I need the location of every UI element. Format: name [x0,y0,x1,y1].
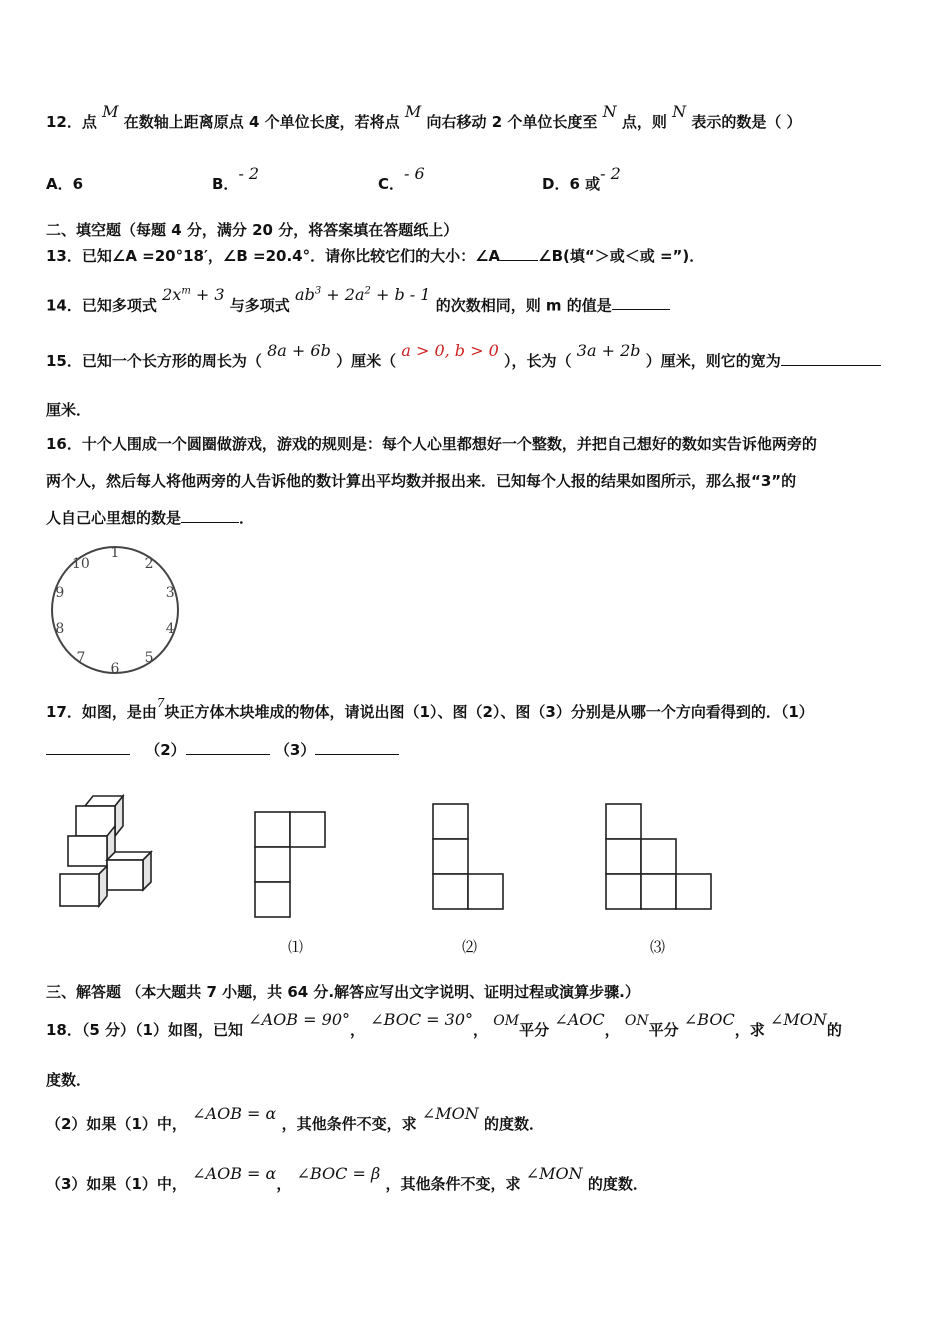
question-17-answers: （2） （3） [46,740,399,760]
question-13: 13．已知∠A =20°18′，∠B =20.4°．请你比较它们的大小：∠A ∠B(填“＞或＜或 =”)． [46,247,705,265]
option-c: C．- 6 [378,164,425,193]
question-14: 14．已知多项式 $2x^m + 3$ 与多项式 $ab^3 + 2a^2 + b - 1$ 的次数相同，则 m 的值是 [46,292,670,315]
view-3-caption: ⑶ [650,938,666,956]
circle-number: 10 [71,556,90,573]
circle-number: 6 [110,661,120,677]
question-18-line-2: 度数． [46,1071,92,1089]
condition-red: a > 0, b > 0 [401,341,499,360]
question-16-line-1: 16．十个人围成一个圆圈做游戏，游戏的规则是：每个人心里都想好一个整数，并把自己想好的数如实告诉他两旁的 [46,435,817,453]
answer-blank [315,740,399,755]
view-2-figure [428,800,508,912]
var-n: N [602,102,617,121]
option-d: D．6 或- 2 [542,164,621,193]
view-1-figure [250,808,330,920]
cube-stack-figure [55,790,160,920]
section-2-heading: 二、填空题（每题 4 分，满分 20 分，将答案填在答题纸上） [46,221,459,239]
answer-blank [46,740,130,755]
question-18: 18．（5 分）（1）如图，已知 ∠AOB = 90°， ∠BOC = 30°， OM平分 ∠AOC， ON平分 ∠BOC，求 ∠MON的 [46,1010,842,1039]
answer-blank [500,246,538,261]
option-a: A．6 [46,175,84,193]
answer-blank [781,351,881,366]
view-3-figure [601,800,717,912]
view-1-caption: ⑴ [288,938,304,956]
circle-number: 3 [165,585,175,602]
var-m: M [102,102,119,121]
answer-blank [186,740,270,755]
number-circle-figure [40,540,190,680]
question-16-line-3: 人自己心里想的数是 ． [46,509,255,527]
circle-number: 7 [76,649,86,666]
question-18-part-2: （2）如果（1）中， ∠AOB = α ，其他条件不变，求 ∠MON 的度数． [46,1104,544,1133]
question-17: 17．如图，是由$^7$块正方体木块堆成的物体，请说出图（1）、图（2）、图（3）分别是从哪一个方向看得到的．（1） [46,696,814,721]
question-18-part-3: （3）如果（1）中， ∠AOB = α， ∠BOC = β ，其他条件不变，求 ∠MON 的度数． [46,1164,648,1193]
question-15: 15．已知一个长方形的周长为（ 8a + 6b ）厘米（ a > 0, b > 0 ），长为（ 3a + 2b ）厘米，则它的宽为 [46,351,881,371]
question-12: 12．点 M 在数轴上距离原点 4 个单位长度，若将点 M 向右移动 2 个单位长度至 N 点，则 N 表示的数是（ ） [46,102,802,131]
var-m: M [404,102,422,121]
circle-number: 5 [144,649,154,666]
view-2-caption: ⑵ [462,938,478,956]
circle-number: 4 [165,620,175,637]
question-15-unit: 厘米． [46,401,92,419]
question-16-line-2: 两个人，然后每人将他两旁的人告诉他的数计算出平均数并报出来．已知每个人报的结果如图所示，那么报“3”的 [46,472,797,490]
circle-number: 8 [55,620,65,637]
var-n: N [672,102,687,121]
circle-outline [52,547,178,673]
circle-number: 2 [144,556,154,573]
circle-number: 1 [110,545,120,561]
option-b: B．- 2 [212,164,260,193]
answer-blank [612,295,670,310]
section-3-heading: 三、解答题 （本大题共 7 小题，共 64 分.解答应写出文字说明、证明过程或演算步骤.） [46,983,640,1001]
answer-blank [181,508,239,523]
circle-number: 9 [55,585,65,602]
